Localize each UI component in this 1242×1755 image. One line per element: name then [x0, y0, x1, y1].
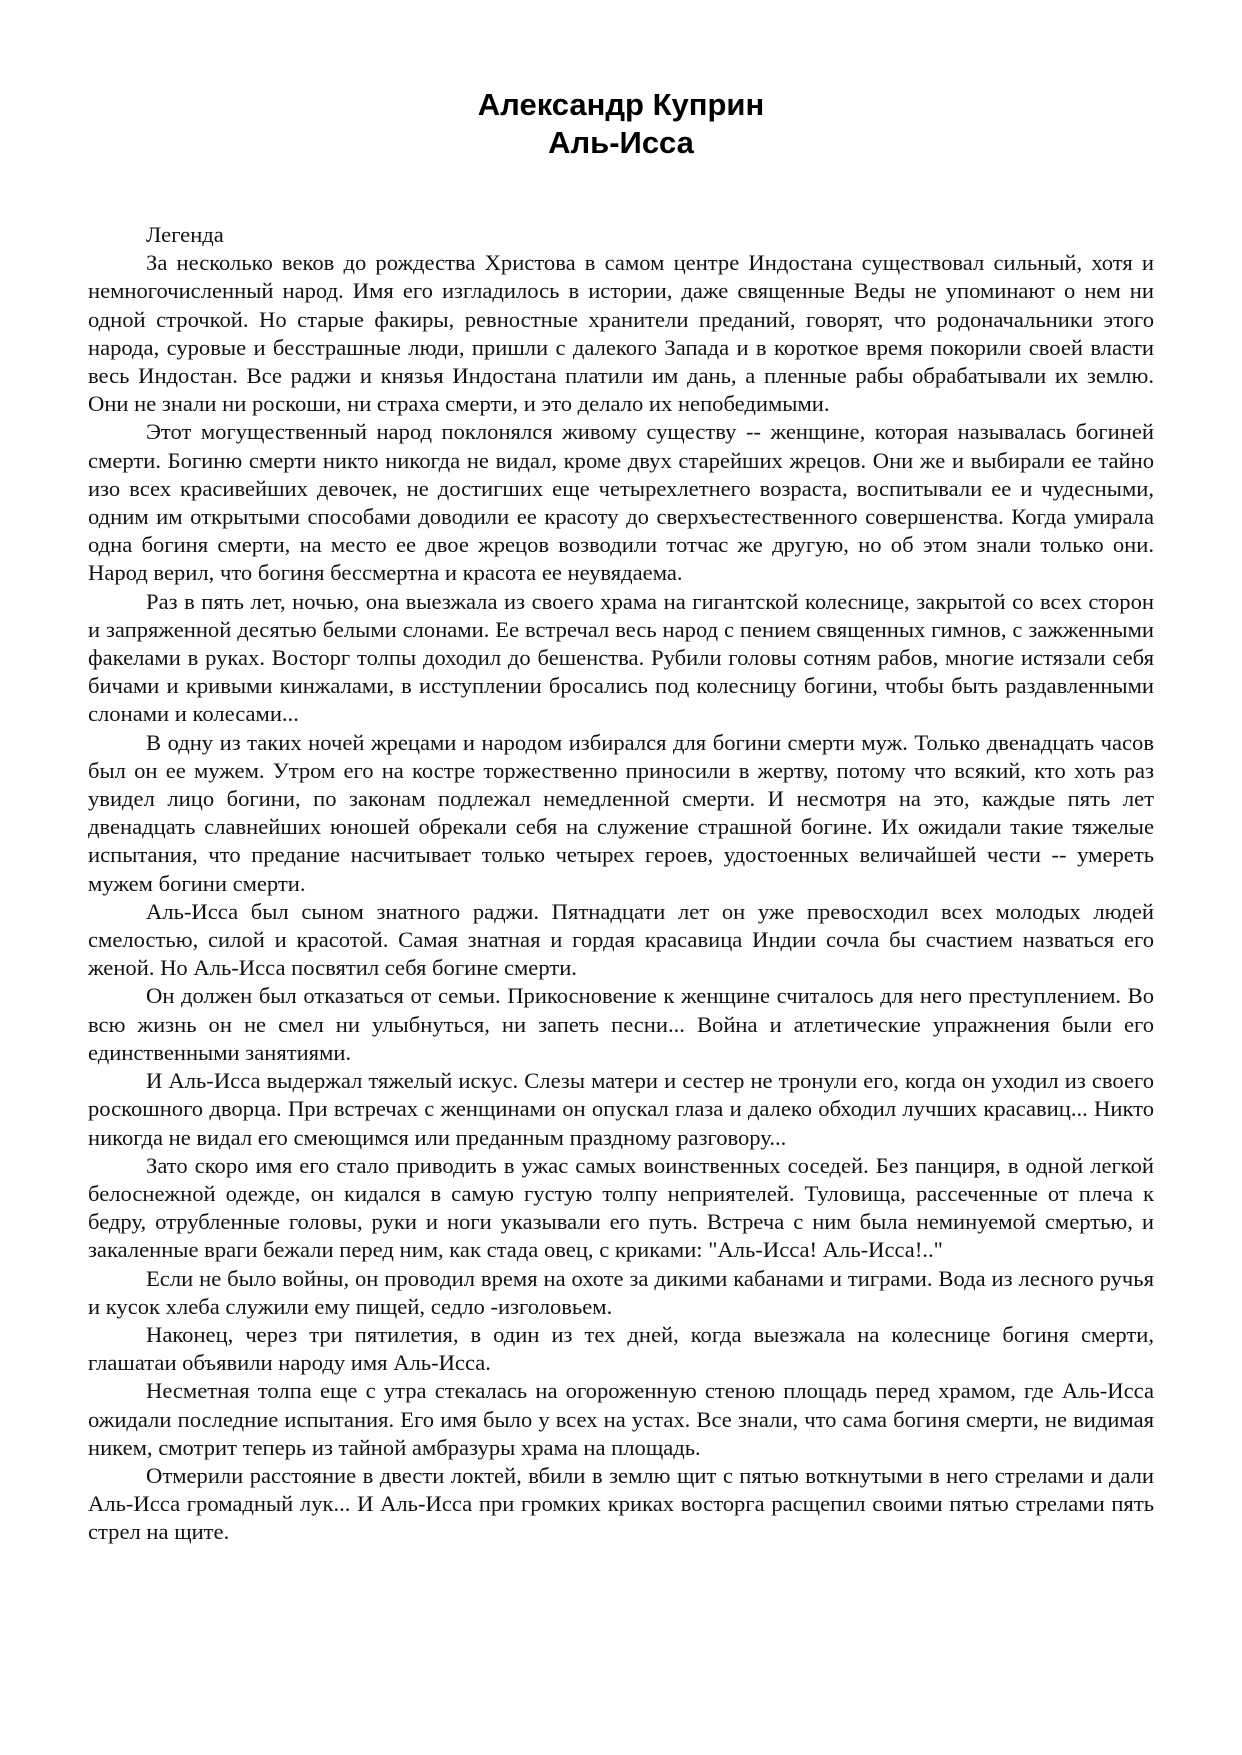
paragraph: И Аль-Исса выдержал тяжелый искус. Слезы матери и сестер не тронули его, когда он уходил из своего роскошного дворца. При встречах с женщинами он опускал глаза и далеко обходил лучших красавиц... Никто никогда не видал его смеющимся или преданным праздному разговору...: [88, 1068, 1154, 1150]
story-body: [88, 221, 1154, 1547]
paragraph: Легенда: [146, 222, 224, 247]
story-title: Аль-Исса: [548, 125, 694, 160]
paragraph: Раз в пять лет, ночью, она выезжала из своего храма на гигантской колеснице, закрытой со всех сторон и запряженной десятью белыми слонами. Ее встречал весь народ с пением священных гимнов, с зажженными факелами в руках. Восторг толпы доходил до бешенства. Рубили головы сотням рабов, многие истязали себя бичами и кривыми кинжалами, в исступлении бросались под колесницу богини, чтобы быть раздавленными слонами и колесами...: [88, 588, 1154, 727]
paragraph: За несколько веков до рождества Христова в самом центре Индостана существовал сильный, хотя и немногочисленный народ. Имя его изгладилось в истории, даже священные Веды не упоминают о нем ни одной строчкой. Но старые факиры, ревностные хранители преданий, говорят, что родоначальники этого народа, суровые и бесстрашные люди, пришли с далекого Запада и в короткое время покорили своей власти весь Индостан. Все раджи и князья Индостана платили им дань, а пленные рабы обрабатывали их землю. Они не знали ни роскоши, ни страха смерти, и это делало их непобедимыми.: [88, 250, 1154, 417]
paragraph: Аль-Исса был сыном знатного раджи. Пятнадцати лет он уже превосходил всех молодых людей смелостью, силой и красотой. Самая знатная и гордая красавица Индии сочла бы счастием назваться его женой. Но Аль-Исса посвятил себя богине смерти.: [88, 898, 1154, 981]
paragraph: Этот могущественный народ поклонялся живому существу -- женщине, которая называлась богиней смерти. Богиню смерти никто никогда не видал, кроме двух старейших жрецов. Они же и выбирали ее тайно изо всех красивейших девочек, не достигших еще четырехлетнего возраста, воспитывали ее и чудесными, одним им открытыми способами доводили ее красоту до сверхъестественного совершенства. Когда умирала одна богиня смерти, на место ее двое жрецов возводили тотчас же другую, но об этом знали только они. Народ верил, что богиня бессмертна и красота ее неувядаема.: [88, 419, 1154, 586]
paragraph: Отмерили расстояние в двести локтей, вбили в землю щит с пятью воткнутыми в него стрелами и дали Аль-Исса громадный лук... И Аль-Исса при громких криках восторга расщепил своими пятью стрелами пять стрел на щите.: [88, 1462, 1154, 1545]
paragraph: Наконец, через три пятилетия, в один из тех дней, когда выезжала на колеснице богиня смерти, глашатаи объявили народу имя Аль-Исса.: [88, 1321, 1154, 1376]
title-block: [0, 86, 1242, 162]
paragraph: Несметная толпа еще с утра стекалась на огороженную стеною площадь перед храмом, где Аль-Исса ожидали последние испытания. Его имя было у всех на устах. Все знали, что сама богиня смерти, не видимая никем, смотрит теперь из тайной амбразуры храма на площадь.: [88, 1378, 1154, 1460]
paragraph: Если не было войны, он проводил время на охоте за дикими кабанами и тиграми. Вода из лесного ручья и кусок хлеба служили ему пищей, седло -изголовьем.: [88, 1265, 1154, 1319]
author-name: Александр Куприн: [477, 87, 765, 122]
paragraph: В одну из таких ночей жрецами и народом избирался для богини смерти муж. Только двенадцать часов был он ее мужем. Утром его на костре торжественно приносили в жертву, потому что всякий, кто хоть раз увидел лицо богини, по законам подлежал немедленной смерти. И несмотря на это, каждые пять лет двенадцать славнейших юношей обрекали себя на служение страшной богине. Их ожидали такие тяжелые испытания, что предание насчитывает только четырех героев, удостоенных величайшей чести -- умереть мужем богини смерти.: [88, 729, 1154, 896]
paragraph: Он должен был отказаться от семьи. Прикосновение к женщине считалось для него преступлением. Во всю жизнь он не смел ни улыбнуться, ни запеть песни... Война и атлетические упражнения были его единственными занятиями.: [88, 983, 1154, 1065]
paragraph: Зато скоро имя его стало приводить в ужас самых воинственных соседей. Без панциря, в одной легкой белоснежной одежде, он кидался в самую густую толпу неприятелей. Туловища, рассеченные от плеча к бедру, отрубленные головы, руки и ноги указывали его путь. Встреча с ним была неминуемой смертью, и закаленные враги бежали перед ним, как стада овец, с криками: "Аль-Исса! Аль-Исса!..": [88, 1152, 1154, 1263]
